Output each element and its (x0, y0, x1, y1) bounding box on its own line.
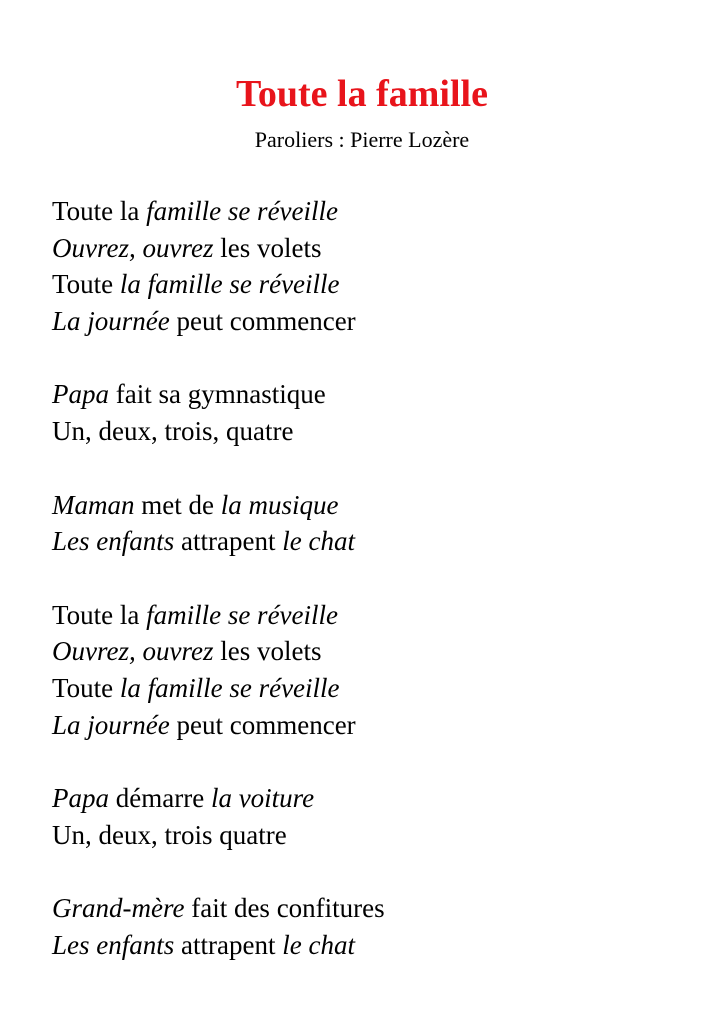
lyrics-body (52, 193, 692, 1001)
italic-segment: Ouvrez, ouvrez (52, 636, 214, 667)
regular-segment: attrapent (174, 929, 283, 960)
lyricist-credit: Paroliers : Pierre Lozère (254, 127, 470, 152)
lyric-line (52, 193, 692, 230)
lyric-line (52, 707, 692, 744)
italic-segment: la famille se réveille (119, 672, 340, 703)
regular-segment: peut commencer (169, 709, 356, 740)
italic-segment: La journée (52, 709, 170, 740)
lyric-line (52, 890, 692, 927)
italic-segment: La journée (52, 305, 170, 336)
lyric-line (52, 413, 692, 450)
regular-segment: Toute (52, 269, 120, 300)
italic-segment: le chat (282, 526, 355, 557)
italic-segment: famille se réveille (146, 599, 339, 630)
italic-segment: Papa (52, 379, 109, 410)
italic-segment: le chat (282, 929, 355, 960)
lyric-line (52, 303, 692, 340)
italic-segment: Maman (52, 489, 135, 520)
lyric-line (52, 927, 692, 964)
regular-segment: attrapent (174, 526, 283, 557)
italic-segment: Les enfants (52, 526, 175, 557)
regular-segment: Un, deux, trois quatre (52, 819, 287, 850)
stanza (52, 193, 692, 339)
regular-segment: les volets (213, 232, 322, 263)
regular-segment: met de (134, 489, 221, 520)
stanza (52, 376, 692, 449)
lyric-line (52, 817, 692, 854)
italic-segment: Papa (52, 783, 109, 814)
regular-segment: Toute la (52, 196, 147, 226)
regular-segment: démarre (109, 783, 211, 814)
lyric-line (52, 230, 692, 267)
regular-segment: Un, deux, trois, quatre (52, 415, 294, 446)
italic-segment: la musique (220, 489, 339, 520)
italic-segment: Ouvrez, ouvrez (52, 232, 214, 263)
regular-segment: peut commencer (169, 305, 356, 336)
lyric-line (52, 487, 692, 524)
lyric-line (52, 780, 692, 817)
lyric-line (52, 597, 692, 634)
stanza (52, 597, 692, 743)
lyric-line (52, 670, 692, 707)
stanza (52, 890, 692, 963)
italic-segment: famille se réveille (146, 196, 339, 226)
italic-segment: Les enfants (52, 929, 175, 960)
regular-segment: fait des confitures (184, 893, 385, 924)
lyric-line (52, 266, 692, 303)
regular-segment: fait sa gymnastique (109, 379, 326, 410)
regular-segment: Toute la (52, 599, 147, 630)
regular-segment: les volets (213, 636, 322, 667)
stanza (52, 487, 692, 560)
italic-segment: la voiture (210, 783, 315, 814)
stanza (52, 780, 692, 853)
lyric-line (52, 523, 692, 560)
lyric-line (52, 633, 692, 670)
lyric-line (52, 376, 692, 413)
song-title: Toute la famille (236, 73, 488, 115)
italic-segment: la famille se réveille (119, 269, 340, 300)
italic-segment: Grand-mère (52, 893, 185, 924)
regular-segment: Toute (52, 672, 120, 703)
